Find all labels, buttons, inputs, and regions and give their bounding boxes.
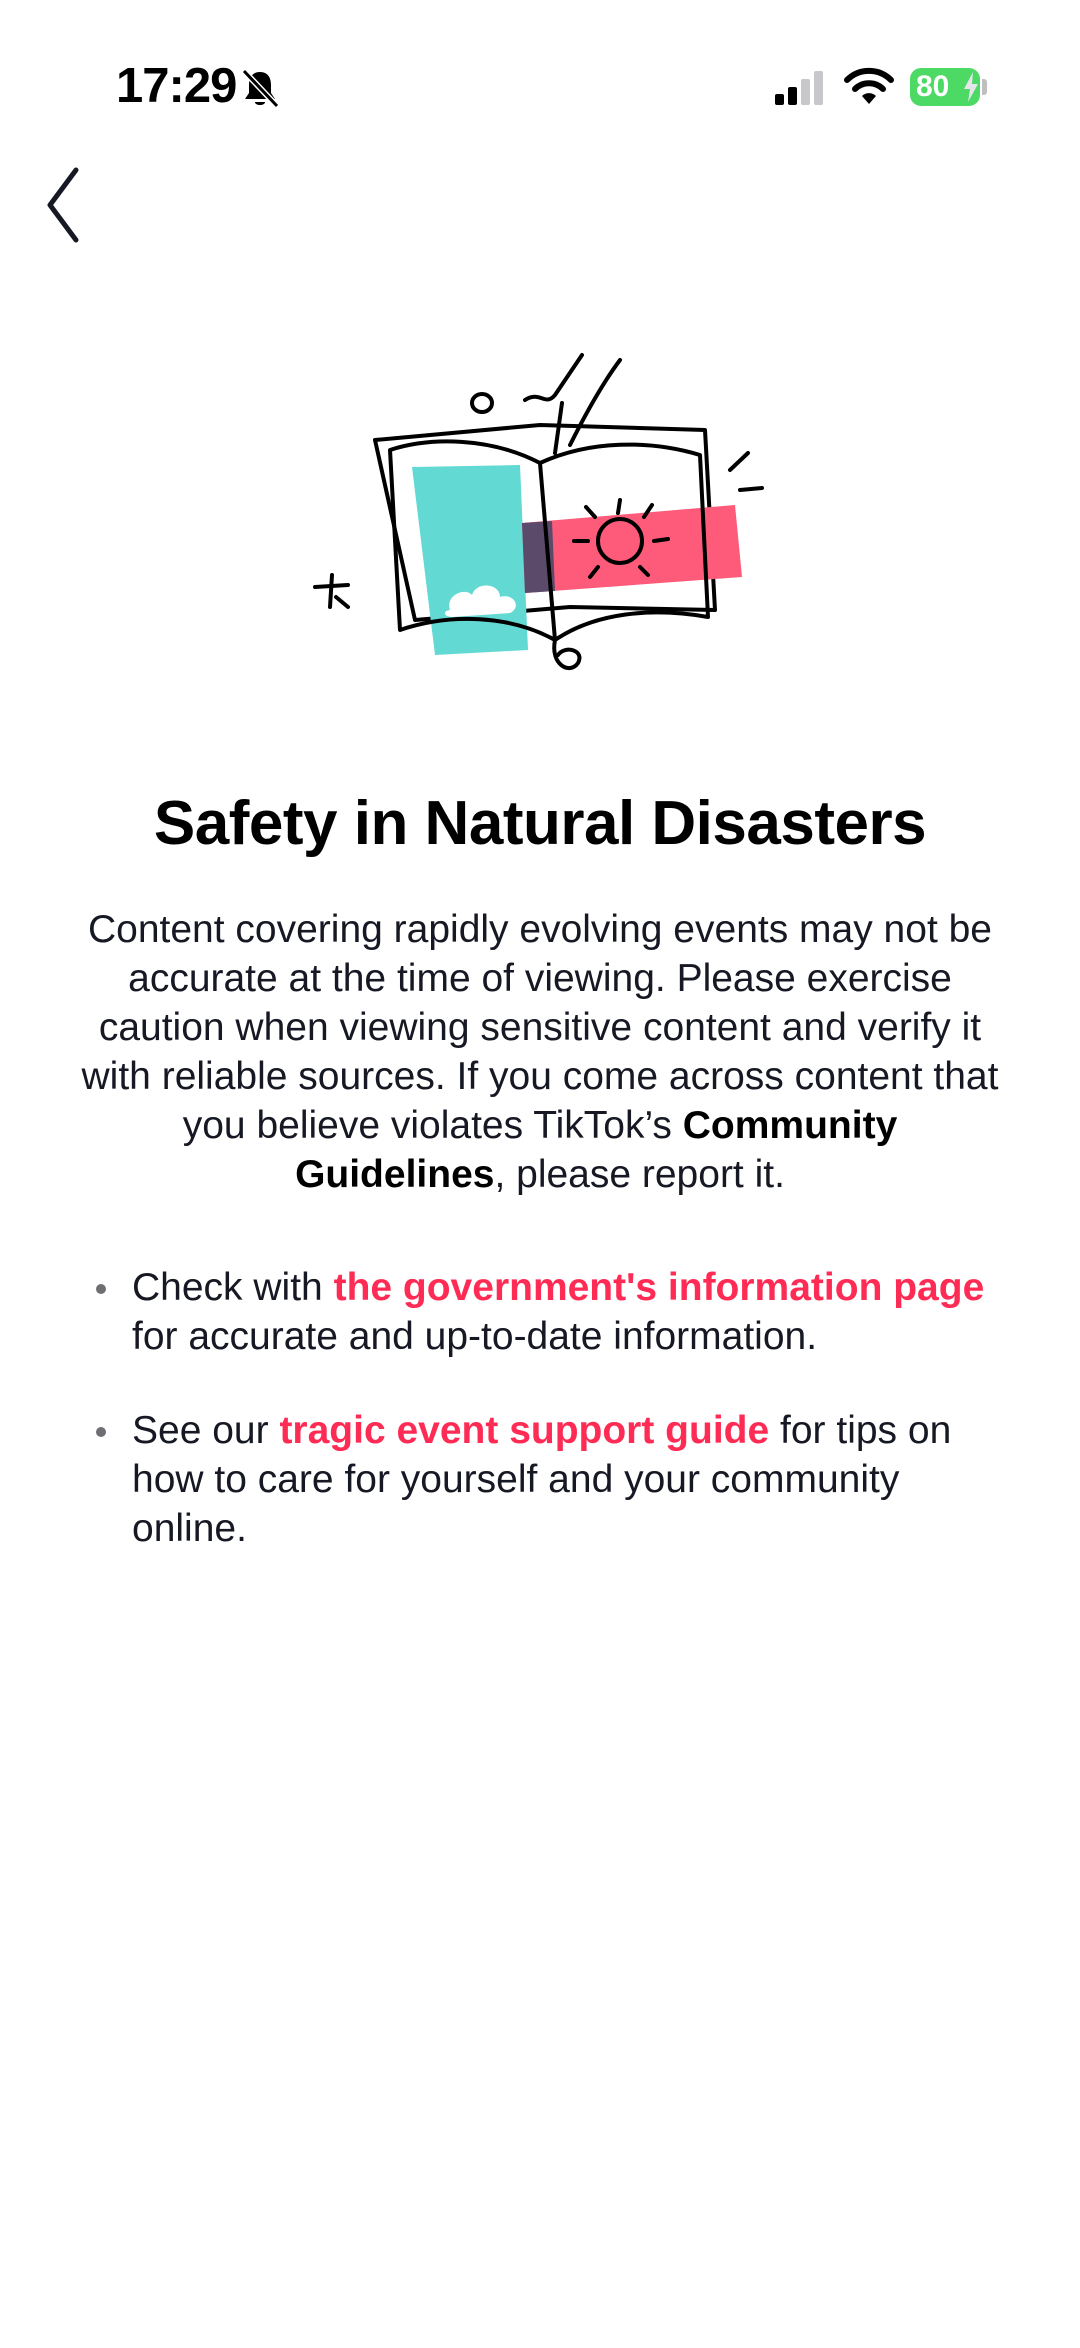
list-item <box>90 1263 1010 1361</box>
bullet-dot <box>96 1284 106 1294</box>
intro-text: Content covering rapidly evolving events may not be accurate at the time of viewing. Please exercise caution when viewing sensitive content and verify it with reliable sources. If you come across content that you believe violates TikTok’s <box>81 908 999 1147</box>
charging-bolt-icon <box>964 72 978 102</box>
bullet-suffix: for tips on how to care for yourself and your community online. <box>132 1409 952 1550</box>
list-item <box>90 1406 1010 1553</box>
page-title: Safety in Natural Disasters <box>153 789 927 858</box>
open-book-illustration <box>300 345 780 705</box>
bell-slash-icon <box>240 68 280 110</box>
support-guide-link[interactable]: tragic event support guide <box>279 1409 770 1452</box>
status-bar <box>0 0 1080 150</box>
bullet-prefix: Check with <box>132 1266 334 1309</box>
battery-cap <box>982 79 987 95</box>
cellular-signal-icon <box>773 70 827 106</box>
community-guidelines-text: Community Guidelines <box>295 1104 898 1196</box>
wifi-icon <box>843 66 895 106</box>
status-time: 17:29 <box>116 59 237 113</box>
back-button[interactable] <box>36 160 96 250</box>
intro-paragraph <box>80 905 1000 1199</box>
battery-indicator <box>910 68 980 106</box>
battery-level: 80 <box>916 70 950 103</box>
bullet-dot <box>96 1427 106 1437</box>
bullet-prefix: See our <box>132 1409 280 1452</box>
intro-text-end: , please report it. <box>494 1153 785 1196</box>
bullet-suffix: for accurate and up-to-date information. <box>132 1315 818 1358</box>
government-info-link[interactable]: the government's information page <box>333 1266 985 1309</box>
chevron-left-icon <box>36 160 96 250</box>
info-list <box>90 1263 1010 1598</box>
